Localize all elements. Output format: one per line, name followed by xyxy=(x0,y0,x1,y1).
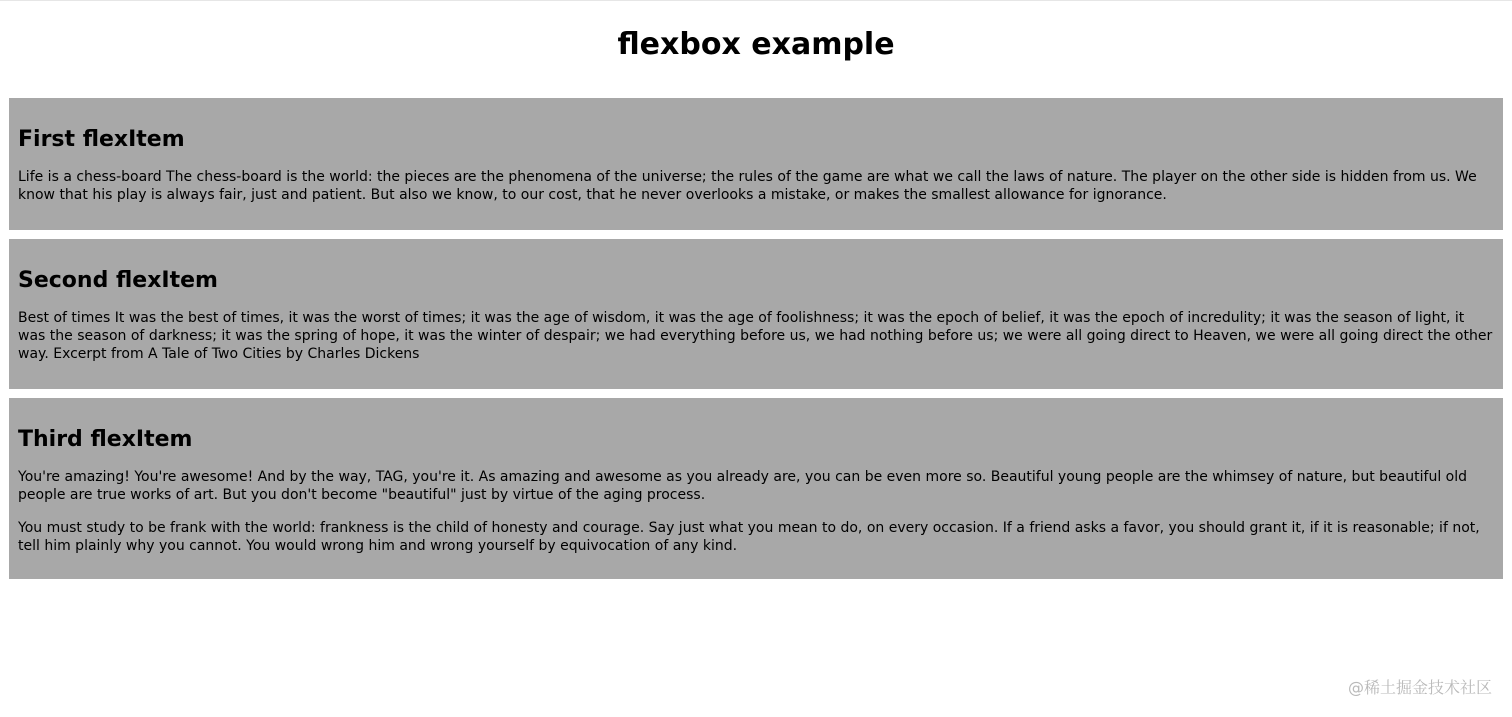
flex-item-second xyxy=(9,239,1503,389)
watermark-text: @稀土掘金技术社区 xyxy=(1347,678,1492,697)
flex-item-text: Best of times It was the best of times, it was the worst of times; it was the age of wisdom, it was the age of foolishness; it was the epoch of belief, it was the epoch of incredulity; it was the season of light, it was the season of darkness; it was the spring of hope, it was the winter of despair; we had everything before us, we had nothing before us; we were all going direct to Heaven, we were all going direct the other way. Excerpt from A Tale of Two Cities by Charles Dickens xyxy=(18,310,1493,362)
flex-container xyxy=(9,98,1503,588)
flex-item-text: You're amazing! You're awesome! And by the way, TAG, you're it. As amazing and awesome as you already are, you can be even more so. Beautiful young people are the whimsey of nature, but beautiful old people are true works of art. But you don't become "beautiful" just by virtue of the aging process. xyxy=(18,469,1467,503)
page-title: flexbox example xyxy=(617,27,895,62)
flex-item-title: Second flexItem xyxy=(18,268,218,293)
flex-item-first xyxy=(9,98,1503,230)
flex-item-third xyxy=(9,398,1503,579)
flex-item-text: You must study to be frank with the world: frankness is the child of honesty and courage. Say just what you mean to do, on every occasion. If a friend asks a favor, you should grant it, if it is reasonable; if not, tell him plainly why you cannot. You would wrong him and wrong yourself by equivocation of any kind. xyxy=(18,520,1480,554)
flex-item-text: Life is a chess-board The chess-board is the world: the pieces are the phenomena of the universe; the rules of the game are what we call the laws of nature. The player on the other side is hidden from us. We know that his play is always fair, just and patient. But also we know, to our cost, that he never overlooks a mistake, or makes the smallest allowance for ignorance. xyxy=(18,169,1477,203)
flex-item-title: Third flexItem xyxy=(18,427,193,452)
flex-item-title: First flexItem xyxy=(18,127,185,152)
